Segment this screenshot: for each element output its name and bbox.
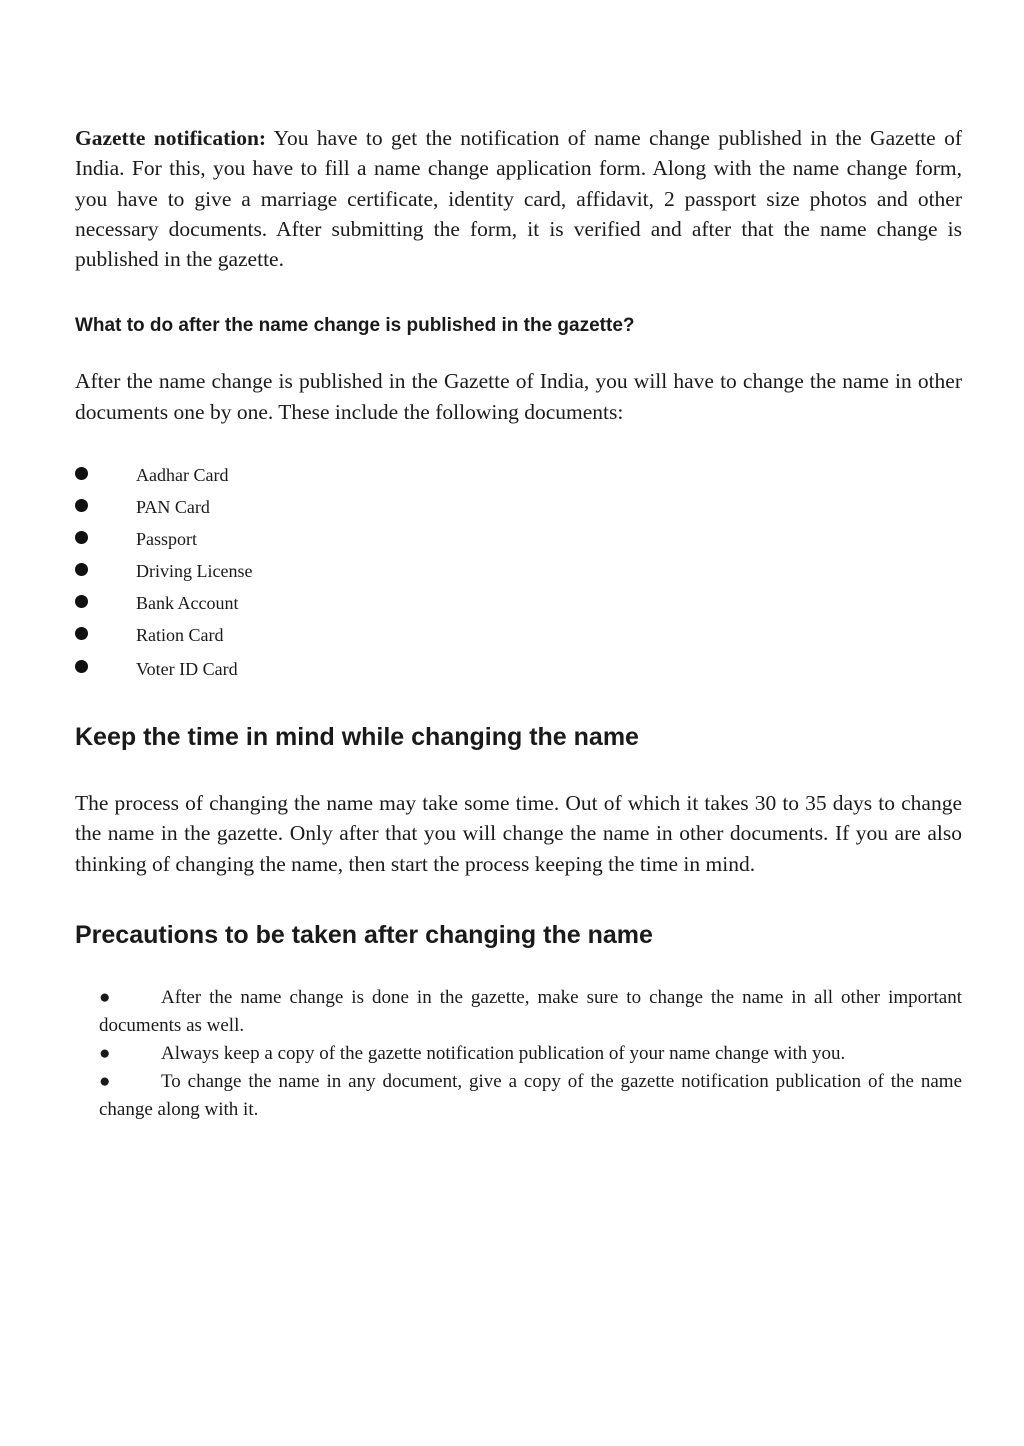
gazette-text: You have to get the notification of name change published in the Gazette of India. For this, you have to fill a name change application form. Along with the name change form, you have to give a marriage certificate, identity card, affidavit, 2 passport size photos and other necessary documents. After submitting the form, it is verified and after that the name change is published in the gazette. — [75, 126, 963, 272]
precautions-heading: Precautions to be taken after changing the name — [75, 920, 653, 949]
document-name: Voter ID Card — [136, 659, 238, 680]
bullet-icon — [75, 595, 88, 608]
list-item — [75, 984, 962, 1040]
gazette-paragraph — [75, 123, 962, 274]
document-page — [75, 120, 962, 1124]
bullet-icon: ● — [99, 986, 111, 1008]
list-item — [75, 587, 962, 619]
document-name: Ration Card — [136, 625, 224, 646]
document-name: Bank Account — [136, 593, 239, 614]
precaution-text: To change the name in any document, give a copy of the gazette notification publication of the name change along with it. — [99, 1070, 962, 1120]
document-name: Passport — [136, 529, 198, 550]
bullet-icon — [75, 660, 88, 673]
list-item — [75, 1040, 962, 1068]
precaution-text: After the name change is done in the gazette, make sure to change the name in all other important documents as well. — [99, 986, 962, 1036]
list-item — [75, 1068, 962, 1124]
bullet-icon: ● — [99, 1070, 111, 1092]
time-paragraph: The process of changing the name may take some time. Out of which it takes 30 to 35 days to change the name in the gazette. Only after that you will change the name in other documents. If you are also thinking of changing the name, then start the process keeping the time in mind. — [75, 791, 962, 876]
bullet-icon — [75, 531, 88, 544]
precaution-text: Always keep a copy of the gazette notification publication of your name change with you. — [161, 1042, 846, 1064]
bullet-icon — [75, 467, 88, 480]
after-publication-intro: After the name change is published in the Gazette of India, you will have to change the name in other documents one by one. These include the following documents: — [75, 369, 962, 424]
document-name: Aadhar Card — [136, 465, 229, 486]
document-name: Driving License — [136, 561, 253, 582]
list-item — [75, 491, 962, 523]
bullet-icon — [75, 563, 88, 576]
list-item — [75, 459, 962, 491]
bullet-icon: ● — [99, 1042, 111, 1064]
list-item — [75, 555, 962, 587]
bullet-icon — [75, 627, 88, 640]
list-item — [75, 523, 962, 555]
time-heading: Keep the time in mind while changing the name — [75, 723, 639, 752]
gazette-label: Gazette notification: — [75, 126, 267, 150]
bullet-icon — [75, 499, 88, 512]
list-item — [75, 651, 962, 685]
list-item — [75, 619, 962, 651]
document-name: PAN Card — [136, 497, 210, 518]
precautions-list — [75, 984, 962, 1124]
after-publication-heading: What to do after the name change is published in the gazette? — [75, 315, 635, 337]
documents-list — [75, 459, 962, 685]
